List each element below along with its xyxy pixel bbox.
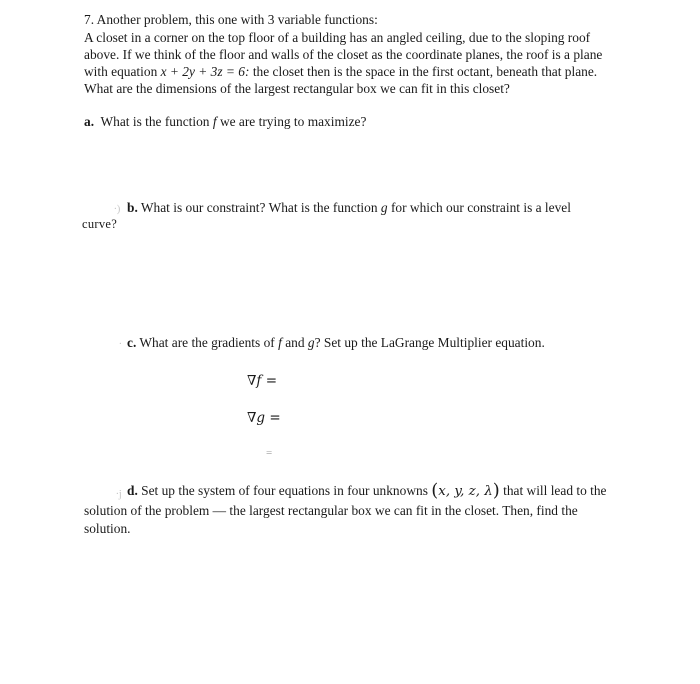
part-d-line-2: solution of the problem — the largest rectangular box we can fit in the closet. Then, find the <box>84 503 578 518</box>
part-a-question <box>84 113 366 131</box>
part-b-continuation: curve? <box>82 217 118 231</box>
part-d-label: d. <box>127 483 138 498</box>
part-d-question <box>127 481 607 501</box>
close-paren: ) <box>492 480 500 501</box>
problem-heading: 7. Another problem, this one with 3 variable functions: <box>84 12 378 27</box>
lagrange-equals-sign: = <box>266 447 273 459</box>
part-c-var-f: f <box>278 335 282 350</box>
part-c-label: c. <box>127 335 137 350</box>
part-a-text-before: What is the function <box>100 114 210 129</box>
intro-line-1: A closet in a corner on the top floor of a building has an angled ceiling, due to the sloping roof <box>84 30 591 45</box>
part-d-unknowns: x, y, z, λ <box>438 484 493 499</box>
intro-line-4: What are the dimensions of the largest rectangular box we can fit in this closet? <box>84 81 510 96</box>
part-c-question <box>127 334 545 352</box>
part-c-fragment-mark: ∙ <box>119 338 122 350</box>
part-d-text-after: that will lead to the <box>503 483 607 498</box>
gradient-f-label: ∇f = <box>247 373 278 389</box>
part-a-function-var: f <box>212 114 217 129</box>
part-a-label: a. <box>84 114 95 129</box>
part-d-fragment-mark: ∙j <box>116 488 122 500</box>
part-c-text-3: ? Set up the LaGrange Multiplier equation. <box>314 335 545 350</box>
part-b-function-var: g <box>380 200 388 215</box>
part-d-text-before: Set up the system of four equations in four unknowns <box>141 483 428 498</box>
part-c-text-1: What are the gradients of <box>139 335 275 350</box>
part-c-text-2: and <box>285 335 305 350</box>
part-a-text-after: we are trying to maximize? <box>219 114 367 129</box>
part-b-text-before: What is our constraint? What is the function <box>140 200 378 215</box>
part-c-var-g: g <box>307 335 315 350</box>
part-d-line-3: solution. <box>84 521 131 536</box>
gradient-g-label: ∇g = <box>247 410 281 426</box>
intro-line-3 <box>84 63 597 81</box>
plane-equation: x + 2y + 3z = 6: <box>160 64 250 79</box>
equation-prefix: with equation <box>84 64 158 79</box>
part-b-label: b. <box>127 200 138 215</box>
part-b-text-after: for which our constraint is a level <box>390 200 571 215</box>
intro-line-3-text: the closet then is the space in the first octant, beneath that plane. <box>252 64 598 79</box>
open-paren: ( <box>431 480 439 501</box>
part-b-question <box>127 199 571 217</box>
intro-line-2: above. If we think of the floor and walls of the closet as the coordinate planes, the roof is a plane <box>84 47 603 62</box>
part-b-fragment-mark: ∙) <box>114 203 121 215</box>
